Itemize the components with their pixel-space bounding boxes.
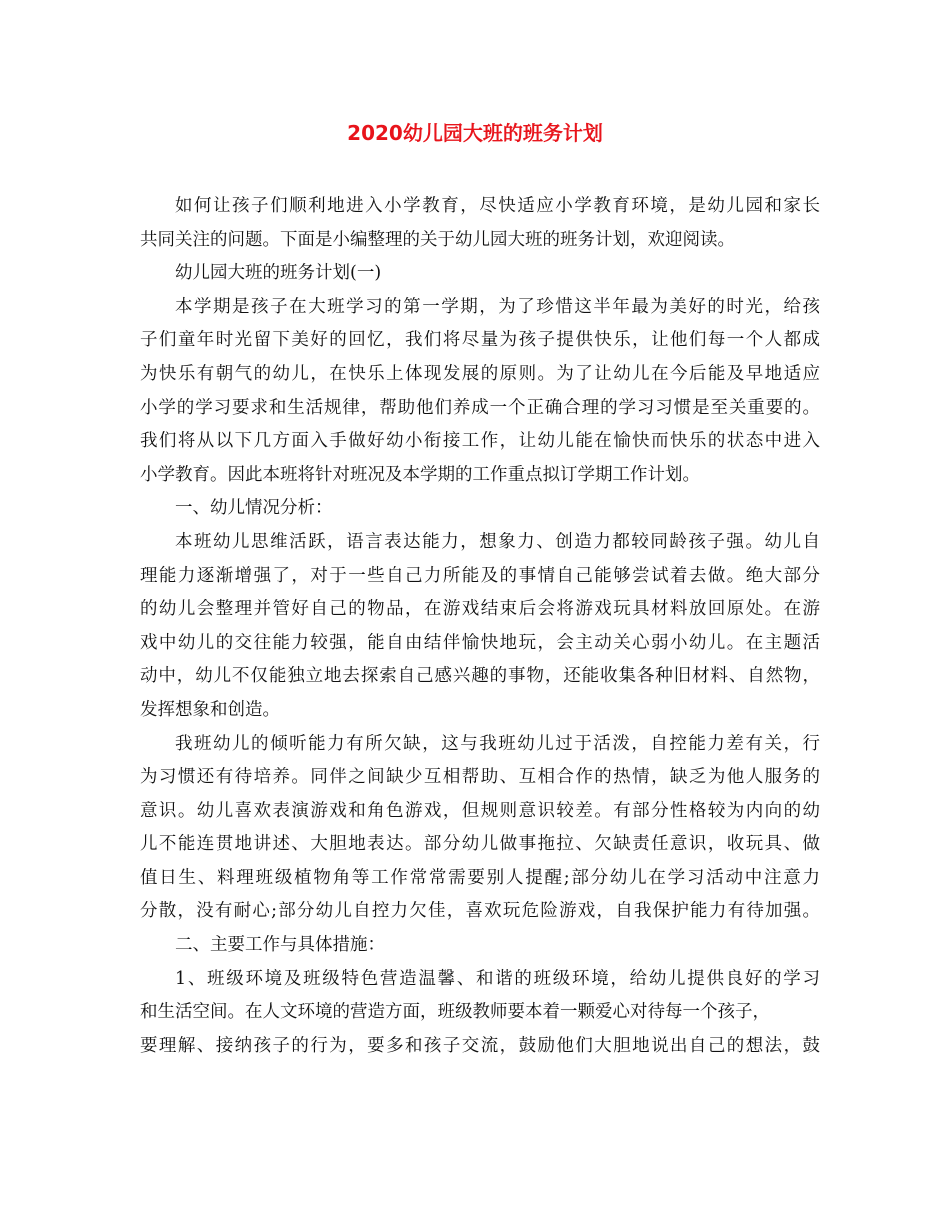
text-line: 发挥想象和创造。 (140, 699, 280, 720)
text-line: 我班幼儿的倾听能力有所欠缺，这与我班幼儿过于活泼，自控能力差有关，行 (175, 733, 820, 754)
text-line: 和生活空间。在人文环境的营造方面，班级教师要本着一颗爱心对待每一个孩子， (140, 1002, 770, 1023)
text-line: 为快乐有朝气的幼儿，在快乐上体现发展的原则。为了让幼儿在今后能及早地适应 (140, 363, 820, 384)
text-line: 要理解、接纳孩子的行为，要多和孩子交流，鼓励他们大胆地说出自己的想法，鼓 (140, 1035, 820, 1056)
text-line: 二、主要工作与具体措施： (175, 935, 385, 956)
text-line: 分散，没有耐心;部分幼儿自控力欠佳，喜欢玩危险游戏，自我保护能力有待加强。 (140, 901, 820, 922)
text-line: 意识。幼儿喜欢表演游戏和角色游戏，但规则意识较差。有部分性格较为内向的幼 (140, 800, 820, 821)
document-title: 2020幼儿园大班的班务计划 (347, 121, 603, 145)
text-line: 戏中幼儿的交往能力较强，能自由结伴愉快地玩，会主动关心弱小幼儿。在主题活 (140, 632, 820, 653)
text-line: 如何让孩子们顺利地进入小学教育，尽快适应小学教育环境，是幼儿园和家长 (175, 196, 820, 216)
text-line: 一、幼儿情况分析： (175, 498, 333, 519)
text-line: 小学教育。因此本班将针对班况及本学期的工作重点拟订学期工作计划。 (140, 464, 700, 485)
text-line: 儿不能连贯地讲述、大胆地表达。部分幼儿做事拖拉、欠缺责任意识，收玩具、做 (140, 834, 820, 855)
text-line: 为习惯还有待培养。同伴之间缺少互相帮助、互相合作的热情，缺乏为他人服务的 (140, 767, 820, 788)
text-line: 动中，幼儿不仅能独立地去探索自己感兴趣的事物，还能收集各种旧材料、自然物， (140, 666, 820, 687)
text-line: 值日生、料理班级植物角等工作常常需要别人提醒;部分幼儿在学习活动中注意力 (140, 867, 820, 888)
document-body (140, 190, 820, 1063)
text-line: 共同关注的问题。下面是小编整理的关于幼儿园大班的班务计划，欢迎阅读。 (140, 229, 735, 250)
text-line: 1、班级环境及班级特色营造温馨、和谐的班级环境，给幼儿提供良好的学习 (175, 968, 820, 989)
text-line: 小学的学习要求和生活规律，帮助他们养成一个正确合理的学习习惯是至关重要的。 (140, 397, 820, 418)
text-line: 的幼儿会整理并管好自己的物品，在游戏结束后会将游戏玩具材料放回原处。在游 (140, 599, 820, 620)
text-line: 我们将从以下几方面入手做好幼小衔接工作，让幼儿能在愉快而快乐的状态中进入 (140, 431, 820, 452)
text-line: 子们童年时光留下美好的回忆，我们将尽量为孩子提供快乐，让他们每一个人都成 (140, 330, 820, 351)
text-line: 理能力逐渐增强了，对于一些自己力所能及的事情自己能够尝试着去做。绝大部分 (140, 565, 820, 586)
text-line: 本班幼儿思维活跃，语言表达能力，想象力、创造力都较同龄孩子强。幼儿自 (175, 531, 820, 552)
text-line: 幼儿园大班的班务计划(一) (175, 263, 382, 284)
text-line: 本学期是孩子在大班学习的第一学期，为了珍惜这半年最为美好的时光，给孩 (175, 296, 820, 317)
